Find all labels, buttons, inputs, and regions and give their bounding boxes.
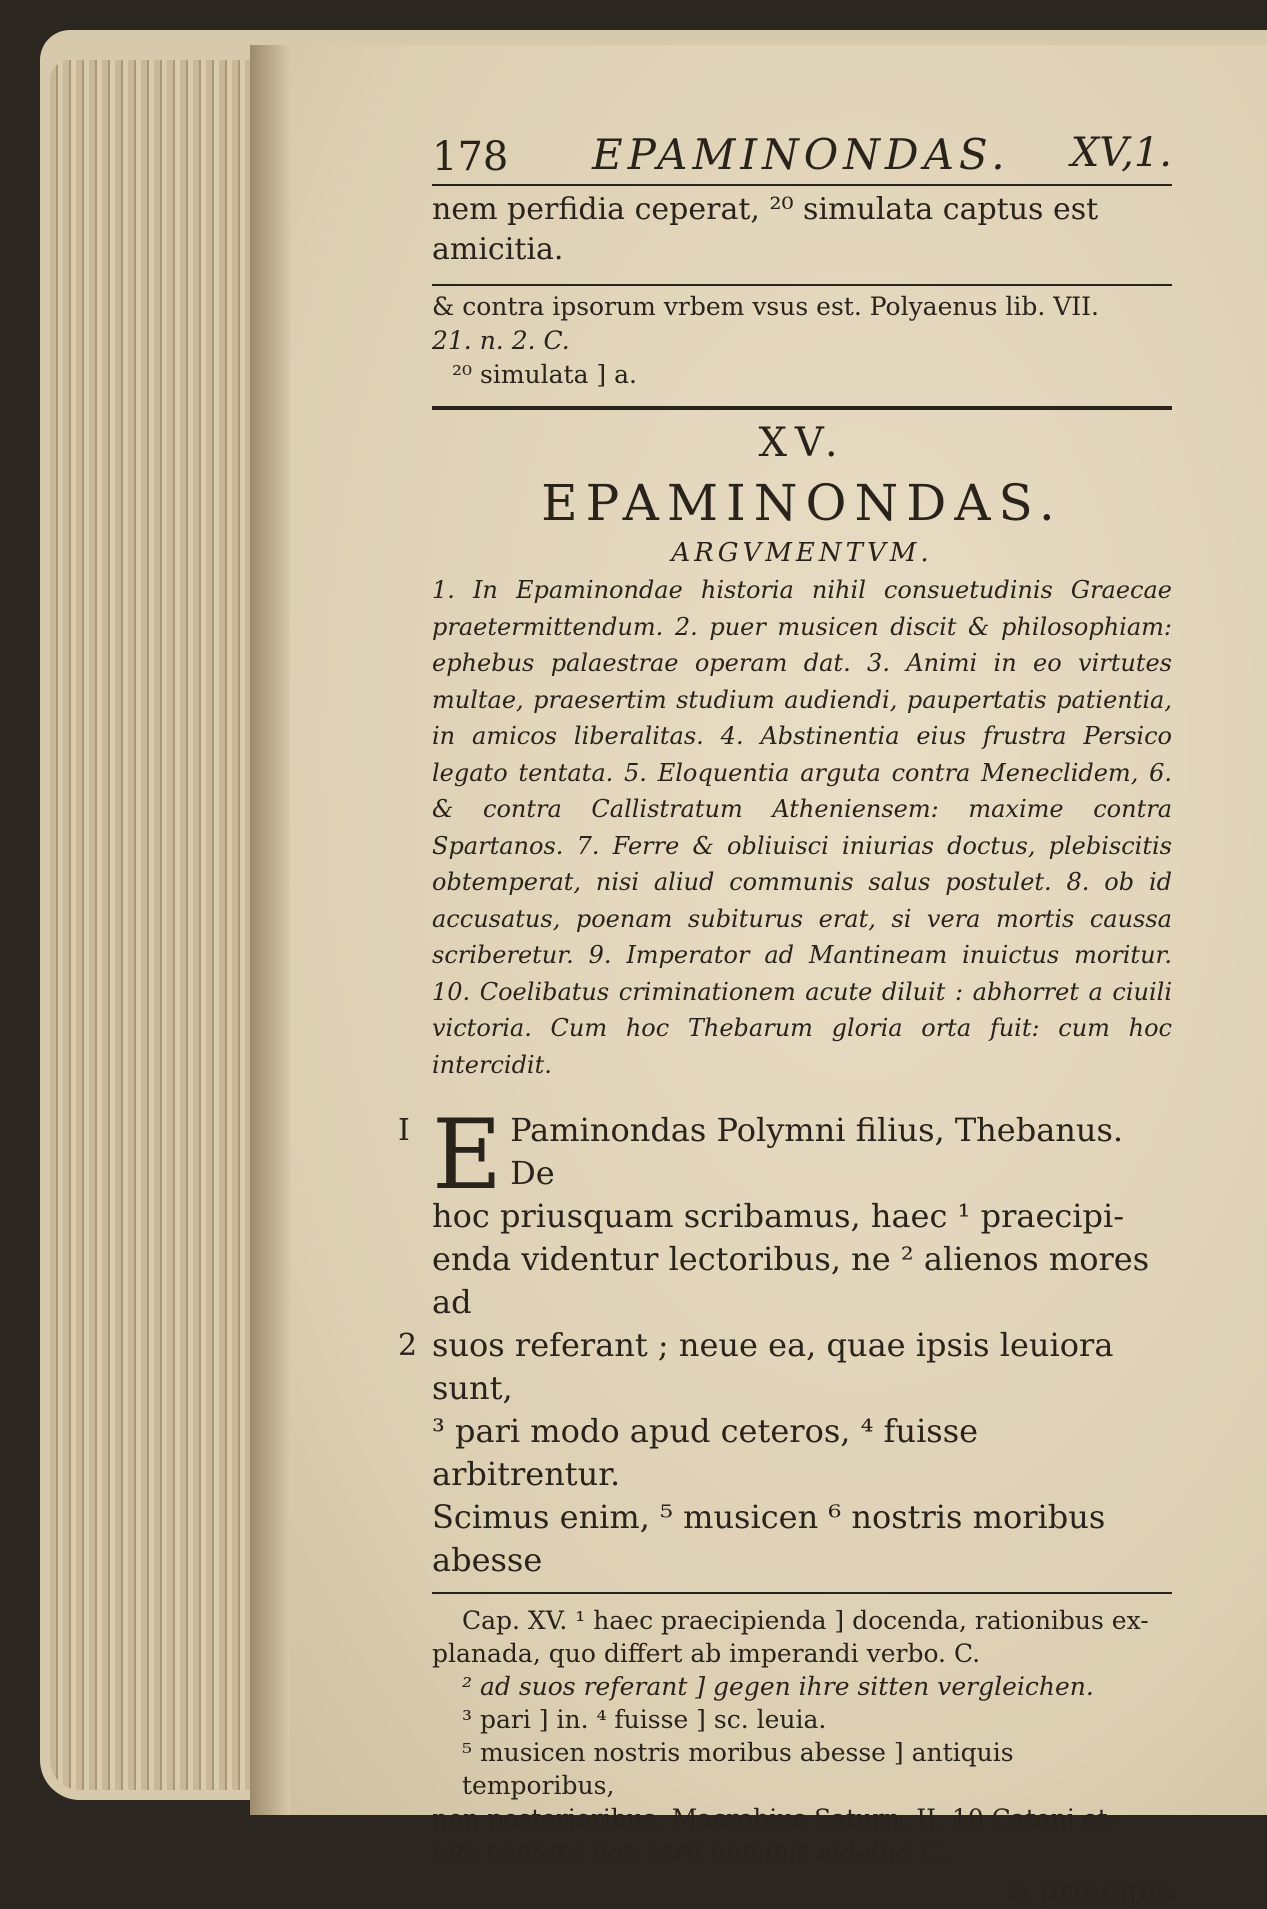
running-title: EPAMINONDAS. (592, 130, 1010, 179)
footnote-line: iam cantare non serii hominis videtur. C. (432, 1837, 948, 1866)
note-line: 21. n. 2. C. (432, 326, 570, 355)
page-edges (50, 60, 280, 1790)
footnote-rule (432, 1592, 1172, 1594)
body-line: enda videntur lectoribus, ne ² alienos mores ad (432, 1240, 1150, 1321)
body-line: ³ pari modo apud ceteros, ⁴ fuisse arbitrentur. (432, 1412, 979, 1493)
notes-rule (432, 284, 1172, 286)
section-number: XV,1. (1070, 130, 1172, 176)
footnote-line: ⁵ musicen nostris moribus abesse ] antiquis temporibus, (462, 1738, 1014, 1800)
body-line: hoc priusquam scribamus, haec ¹ praecipi- (432, 1197, 1125, 1235)
drop-cap: E (432, 1099, 503, 1211)
page-number: 178 (432, 134, 509, 180)
text-line: amicitia. (432, 232, 564, 267)
note-line: & contra ipsorum vrbem vsus est. Polyaenus lib. VII. (432, 292, 1100, 321)
footnote-line: ² ad suos referant ] gegen ihre sitten vergleichen. (462, 1672, 1094, 1701)
page-gutter (250, 45, 290, 1815)
main-text (398, 1099, 1172, 1582)
body-line: Paminondas Polymni filius, Thebanus. De (510, 1111, 1124, 1192)
running-head (432, 118, 1172, 180)
previous-notes (432, 290, 1172, 392)
catchword: a principis (1011, 1874, 1172, 1909)
margin-number: I (398, 1113, 410, 1148)
footnote-line: planada, quo differt ab imperandi verbo. C. (432, 1639, 981, 1668)
footnote-line: ³ pari ] in. ⁴ fuisse ] sc. leuia. (462, 1705, 827, 1734)
footnotes (432, 1604, 1172, 1868)
footnote-line: Cap. XV. ¹ haec praecipienda ] docenda, rationibus ex- (462, 1606, 1149, 1635)
body-line: Scimus enim, ⁵ musicen ⁶ nostris moribus abesse (432, 1498, 1106, 1579)
head-rule (432, 184, 1172, 186)
note-line: ²⁰ simulata ] a. (452, 360, 637, 389)
footnote-line: non posterioribus. Macrobius Saturn. II. 10 Catoni et- (432, 1804, 1117, 1833)
argument-heading: ARGVMENTVM. (671, 538, 933, 568)
chapter-rule (432, 406, 1172, 410)
body-line: suos referant ; neue ea, quae ipsis leuiora sunt, (432, 1326, 1114, 1407)
margin-number: 2 (398, 1328, 418, 1363)
continuation-text (432, 190, 1172, 270)
page-content (398, 118, 1172, 1909)
chapter-number: XV. (758, 420, 846, 466)
argument-text: 1. In Epaminondae historia nihil consuetudinis Graecae praetermittendum. 2. puer musicen discit & philosophiam: ephebus palaestrae operam dat. 3. Animi in eo virtutes multae, praesertim studium audiendi, paupertatis patientia, in amicos liberalitas. 4. Abstinentia eius frustra Persico legato tentata. 5. Eloquentia arguta contra Meneclidem, 6. & contra Callistratum Atheniensem: maxime contra Spartanos. 7. Ferre & obliuisci iniurias doctus, plebiscitis obtemperat, nisi aliud communis salus postulet. 8. ob id accusatus, poenam subiturus erat, si vera mortis caussa scriberetur. 9. Imperator ad Mantineam inuictus moritur. 10. Coelibatus criminationem acute diluit : abhorret a ciuili victoria. Cum hoc Thebarum gloria orta fuit: cum hoc intercidit. (432, 576, 1172, 1079)
text-line: nem perfidia ceperat, ²⁰ simulata captus est (432, 192, 1099, 227)
chapter-title: EPAMINONDAS. (541, 474, 1063, 532)
